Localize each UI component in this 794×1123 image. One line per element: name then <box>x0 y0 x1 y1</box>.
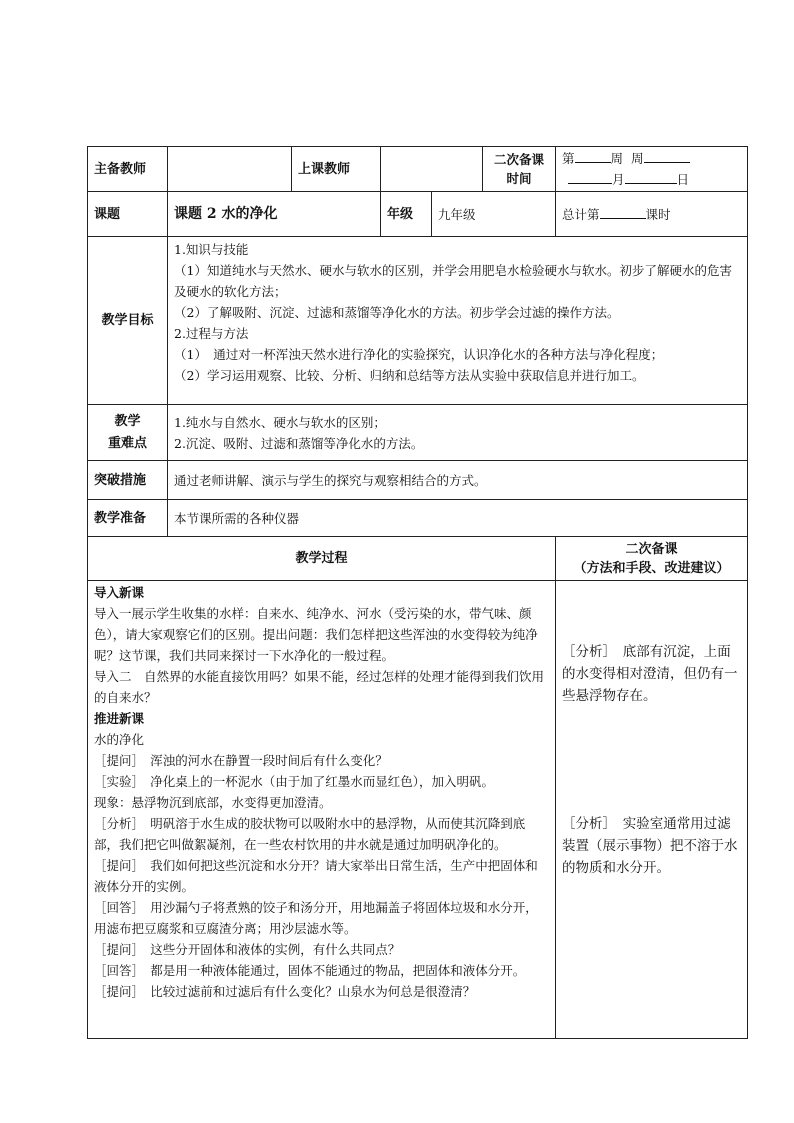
process-paragraph: ［提问］ 比较过滤前和过滤后有什么变化？山泉水为何总是很澄清？ <box>94 984 476 999</box>
process-content <box>88 581 556 1039</box>
difficulty-label-line2: 重难点 <box>107 435 147 451</box>
process-paragraph: 现象：悬浮物沉到底部，水变得更加澄清。 <box>94 795 332 810</box>
breakthrough-label: 突破措施 <box>88 461 168 500</box>
second-prep-label-line2: 时间 <box>506 171 532 186</box>
second-prep-time-label <box>483 147 555 191</box>
process-paragraph: 水的净化 <box>94 732 145 747</box>
main-teacher-value <box>168 147 292 192</box>
topic-value: 课题 2 水的净化 <box>168 192 381 237</box>
difficulty-row <box>88 405 748 461</box>
goals-line: 1.知识与技能 <box>174 242 249 257</box>
side-note: ［分析］ 底部有沉淀，上面的水变得相对澄清，但仍有一些悬浮物存在。 <box>562 644 738 704</box>
process-header-right <box>556 537 748 581</box>
topic-label: 课题 <box>88 192 168 237</box>
topic-row <box>88 192 748 237</box>
side-notes <box>556 581 748 1039</box>
difficulty-content <box>168 405 748 461</box>
side-note: ［分析］ 实验室通常用过滤装置（展示事物）把不溶于水的物质和水分开。 <box>562 816 738 876</box>
goals-content <box>168 237 748 405</box>
week-zhou2: 周 <box>631 151 644 166</box>
process-paragraph: ［回答］ 用沙漏勺子将煮熟的饺子和汤分开，用地漏盖子将固体垃圾和水分开，用滤布把豆腐浆和豆腐渣分离；用沙层滤水等。 <box>94 900 538 936</box>
schedule-cell <box>556 147 748 192</box>
side-spacer <box>562 707 741 813</box>
second-prep-label-line1: 二次备课 <box>494 152 545 167</box>
process-header-row <box>88 537 748 581</box>
weekday-blank[interactable] <box>644 148 690 163</box>
process-paragraph: ［提问］ 浑浊的河水在静置一段时间后有什么变化？ <box>94 753 388 768</box>
difficulty-line: 2.沉淀、吸附、过滤和蒸馏等净化水的方法。 <box>174 435 424 451</box>
breakthrough-row <box>88 461 748 500</box>
teacher-row <box>88 147 748 192</box>
preparation-value: 本节课所需的各种仪器 <box>168 500 748 537</box>
goals-line: （2）学习运用观察、比较、分析、归纳和总结等方法从实验中获取信息并进行加工。 <box>174 368 645 383</box>
goals-label: 教学目标 <box>88 237 168 405</box>
process-header-right-line1: 二次备课 <box>625 541 678 557</box>
difficulty-line: 1.纯水与自然水、硬水与软水的区别； <box>174 414 386 430</box>
preparation-row <box>88 500 748 537</box>
goals-row <box>88 237 748 405</box>
total-periods <box>556 192 748 237</box>
lesson-plan-table <box>87 146 748 1039</box>
week-blank[interactable] <box>575 148 611 163</box>
total-suffix: 课时 <box>645 206 671 222</box>
total-blank[interactable] <box>600 204 646 219</box>
goals-line: （1） 通过对一杯浑浊天然水进行净化的实验探究，认识净化水的各种方法与净化程度； <box>174 347 664 362</box>
class-teacher-blank <box>381 147 483 191</box>
month-yue: 月 <box>612 172 625 187</box>
preparation-label: 教学准备 <box>88 500 168 537</box>
week-di: 第 <box>562 151 575 166</box>
class-teacher-value <box>381 147 556 192</box>
process-header-left: 教学过程 <box>88 537 556 581</box>
goals-line: （1）知道纯水与天然水、硬水与软水的区别，并学会用肥皂水检验硬水与软水。初步了解硬水的危害及硬水的软化方法； <box>174 263 732 299</box>
grade-value: 九年级 <box>432 192 556 237</box>
side-spacer <box>562 581 741 641</box>
difficulty-label-line1: 教学 <box>114 413 141 429</box>
day-blank[interactable] <box>625 169 677 184</box>
process-heading: 推进新课 <box>94 711 145 726</box>
process-paragraph: ［提问］ 我们如何把这些沉淀和水分开？请大家举出日常生活，生产中把固体和液体分开的实例。 <box>94 858 538 894</box>
grade-label: 年级 <box>381 192 432 237</box>
process-body-row <box>88 581 748 1039</box>
process-paragraph: 导入二 自然界的水能直接饮用吗？如果不能，经过怎样的处理才能得到我们饮用的自来水？ <box>94 669 545 705</box>
main-teacher-label: 主备教师 <box>88 147 168 192</box>
class-teacher-label: 上课教师 <box>292 147 381 192</box>
process-heading: 导入新课 <box>94 585 145 600</box>
process-paragraph: ［分析］ 明矾溶于水生成的胶状物可以吸附水中的悬浮物，从而使其沉降到底部，我们把它叫做絮凝剂，在一些农村饮用的井水就是通过加明矾净化的。 <box>94 816 526 852</box>
difficulty-label <box>88 405 168 461</box>
week-zhou1: 周 <box>610 151 624 166</box>
total-prefix: 总计第 <box>562 206 600 222</box>
goals-line: （2）了解吸附、沉淀、过滤和蒸馏等净化水的方法。初步学会过滤的操作方法。 <box>174 305 620 320</box>
process-paragraph: ［提问］ 这些分开固体和液体的实例，有什么共同点？ <box>94 942 401 957</box>
lesson-plan <box>87 146 747 1039</box>
day-ri: 日 <box>676 172 690 187</box>
process-paragraph: ［实验］ 净化桌上的一杯泥水（由于加了红墨水而显红色），加入明矾。 <box>94 774 495 789</box>
month-blank[interactable] <box>568 169 612 184</box>
breakthrough-value: 通过老师讲解、演示与学生的探究与观察相结合的方式。 <box>168 461 748 500</box>
process-paragraph: 导入一展示学生收集的水样：自来水、纯净水、河水（受污染的水，带气味、颜色），请大家观察它们的区别。提出问题：我们怎样把这些浑浊的水变得较为纯净呢？这节课，我们共同来探讨一下水净化的一般过程。 <box>94 606 538 663</box>
process-paragraph: ［回答］ 都是用一种液体能通过，固体不能通过的物品，把固体和液体分开。 <box>94 963 526 978</box>
goals-line: 2.过程与方法 <box>174 326 249 341</box>
process-header-right-line2: （方法和手段、改进建议） <box>573 560 730 576</box>
